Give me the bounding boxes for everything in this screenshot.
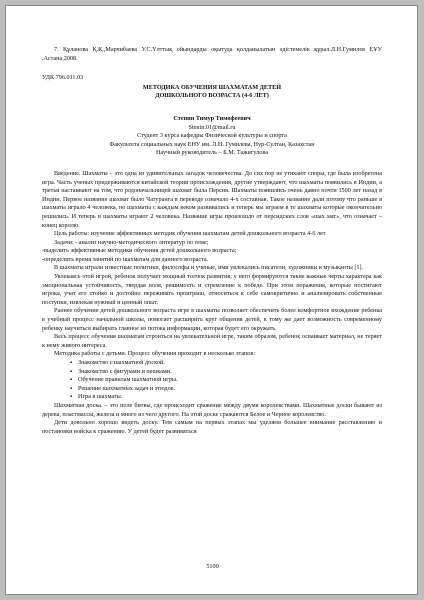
list-item: ▪ Знакомство с фигурами и пешками. (78, 368, 382, 377)
task-item: -выделить эффективные методики обучения детей дошкольного возраста; (42, 247, 237, 255)
udk-code: УДК 796.011.03 (42, 74, 84, 82)
children-paragraph: Дети довольно хорошо видеть доску. Тем самым на первых этапах мы уделяем большее внимание расставлению и постановки войска к сражению. У детей будет развиваться (42, 419, 382, 435)
author-email: Stenin.01@mail.ru (188, 123, 236, 131)
goal-paragraph: Цель работы: изучение эффективных методик обучения шахматам детей дошкольного возраста 4-6 лет (54, 230, 326, 238)
affiliation-line-2: Факультета социальных наук ЕНУ им. Л.Н. Гумилева, Нур-Султан, Казахстан (109, 140, 315, 148)
list-item: ▪ Игра в шахматы. (78, 393, 382, 402)
intro-paragraph: Введение. Шахматы – это одна из удивительных загадок человечества. До сих пор не утихают споры, где была изобретена игра. Часть ученых придерживаются китайской теории происхождения, другие утверждают, что шахматы появились в Индии, а третьи настаивают на том, что родоначальницей шахмат была Персия. Шахматы появились очень давно почти 1500 лет назад в Индии. Первое название шахмат было Чатуранга в переводе означало 4-х составная. Такое название дали потому что раньше в шахматы играло 4 человека, но шахматы с каждым веком развивались и теперь мы играем в те шахматы которые окончательно решились. И теперь в шахматы играют 2 человека. Название игры произошло от персидских слов «шах мат», что означает – конец королю. (42, 169, 382, 229)
affiliation-line-1: Студент 3 курса кафедры Физической культуры и спорта (137, 132, 287, 140)
page-number: 5100 (206, 563, 219, 570)
playful-learning-paragraph: Весь процесс обучения шахматам строиться на увлекательной игре, таким образом, ребенок осваивает материал, не теряет к нему живого интереса. (42, 333, 382, 349)
stages-list (42, 359, 382, 402)
article-title (42, 84, 382, 101)
tasks-heading: Задачи: - анализ научно-методического литератур по теме; (54, 238, 209, 246)
famous-players-paragraph: В шахматы играли известные политики, философы и ученые, ими увлекались писатели, художники и музыканты [1]. (54, 264, 364, 272)
author-name: Степин Тимур Тимофеевич (173, 114, 251, 122)
chessboard-paragraph: Шахматная доска. – это поле битвы, где происходит сражение между двумя королевствами. Шахматные доски бывают из дерева, пластмассы, железа и много из чего другого. На этой доске сражаются Белое и Черное королевство. (42, 401, 382, 418)
task-item: -определить время занятий по шахматам для данного возраста. (42, 255, 209, 263)
list-item: ▪ Обучение правилам шахматной игры. (78, 376, 382, 385)
list-item: ▪ Знакомство с шахматной доской. (78, 359, 382, 368)
early-learning-paragraph: Раннее обучение детей дошкольного возраста игре в шахматы позволяет обеспечить более комфортное вхождение ребенка в учебный процесс начальной школы, помогает расширить круг общения детей, к тому же дает возможность современному ребенку научиться выбирать главное из потока информации, которая будет его окружать. (42, 307, 382, 332)
page-content (42, 46, 382, 436)
supervisor: Научный руководитель – Б.М. Тажигулова (156, 149, 268, 157)
method-paragraph: Методика работы с детьми. Процесс обучения проходит в несколько этапов: (54, 350, 256, 358)
title-line-1: МЕТОДИКА ОБУЧЕНИЯ ШАХМАТАМ ДЕТЕЙ (142, 83, 282, 91)
list-item: ▪ Решение шахматных задач и этюдов. (78, 385, 382, 394)
benefits-paragraph: Увлекаясь этой игрой, ребенок получает мощный толчок развития, у него формируются такие важные черты характера как эмоциональная устойчивость, твердая воля, решимость и стремление к победе. При этом поражения, которые постигают игрока, учат его стойко и достойно переживать проигрыш, относиться к себе самокритично и анализировать собственные поступки, извлекая нужный и ценный опыт. (42, 273, 382, 306)
document-page (5, 5, 418, 595)
reference-item: 7. Құланова Қ.Қ.,Марчибаева У.С.Үлттық ойындарды оқытуда қолданылатын әдістемелік құрал.Л.Н.Гумилев ЕҰУ .Астана,2008. (42, 46, 382, 62)
title-line-2: ДОШКОЛЬНОГО ВОЗРАСТА (4-6 ЛЕТ) (155, 92, 269, 100)
